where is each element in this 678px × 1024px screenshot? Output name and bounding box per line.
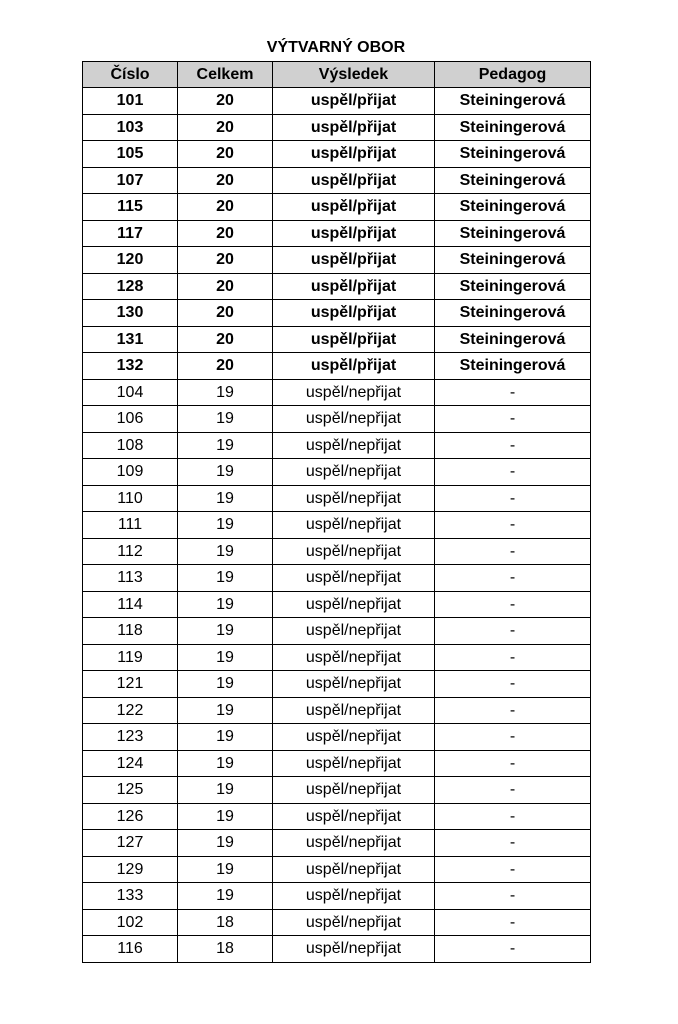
- cell-celkem: 20: [178, 114, 273, 141]
- header-vysledek: Výsledek: [273, 62, 435, 88]
- cell-pedagog: Steiningerová: [435, 167, 591, 194]
- cell-cislo: 115: [83, 194, 178, 221]
- cell-vysledek: uspěl/nepřijat: [273, 883, 435, 910]
- cell-pedagog: -: [435, 591, 591, 618]
- cell-celkem: 19: [178, 671, 273, 698]
- cell-vysledek: uspěl/nepřijat: [273, 750, 435, 777]
- cell-pedagog: Steiningerová: [435, 273, 591, 300]
- cell-cislo: 123: [83, 724, 178, 751]
- cell-vysledek: uspěl/nepřijat: [273, 909, 435, 936]
- cell-vysledek: uspěl/nepřijat: [273, 406, 435, 433]
- cell-celkem: 19: [178, 830, 273, 857]
- cell-vysledek: uspěl/přijat: [273, 194, 435, 221]
- cell-vysledek: uspěl/nepřijat: [273, 538, 435, 565]
- table-row: [83, 512, 591, 539]
- table-row: [83, 936, 591, 963]
- cell-celkem: 19: [178, 406, 273, 433]
- cell-vysledek: uspěl/nepřijat: [273, 803, 435, 830]
- cell-pedagog: -: [435, 432, 591, 459]
- cell-pedagog: -: [435, 724, 591, 751]
- cell-vysledek: uspěl/přijat: [273, 247, 435, 274]
- cell-celkem: 19: [178, 777, 273, 804]
- cell-pedagog: -: [435, 459, 591, 486]
- cell-vysledek: uspěl/přijat: [273, 167, 435, 194]
- cell-vysledek: uspěl/přijat: [273, 88, 435, 115]
- header-pedagog: Pedagog: [435, 62, 591, 88]
- cell-pedagog: -: [435, 830, 591, 857]
- cell-cislo: 129: [83, 856, 178, 883]
- cell-cislo: 121: [83, 671, 178, 698]
- cell-celkem: 19: [178, 750, 273, 777]
- header-celkem: Celkem: [178, 62, 273, 88]
- cell-pedagog: -: [435, 379, 591, 406]
- cell-cislo: 125: [83, 777, 178, 804]
- cell-pedagog: -: [435, 538, 591, 565]
- cell-celkem: 19: [178, 565, 273, 592]
- cell-vysledek: uspěl/nepřijat: [273, 485, 435, 512]
- table-row: [83, 644, 591, 671]
- cell-celkem: 20: [178, 141, 273, 168]
- table-row: [83, 353, 591, 380]
- cell-vysledek: uspěl/přijat: [273, 273, 435, 300]
- cell-pedagog: Steiningerová: [435, 247, 591, 274]
- cell-celkem: 18: [178, 909, 273, 936]
- table-row: [83, 194, 591, 221]
- cell-pedagog: -: [435, 697, 591, 724]
- table-row: [83, 220, 591, 247]
- cell-vysledek: uspěl/přijat: [273, 300, 435, 327]
- table-row: [83, 432, 591, 459]
- cell-vysledek: uspěl/nepřijat: [273, 777, 435, 804]
- cell-celkem: 19: [178, 618, 273, 645]
- cell-pedagog: Steiningerová: [435, 220, 591, 247]
- cell-cislo: 133: [83, 883, 178, 910]
- cell-vysledek: uspěl/přijat: [273, 220, 435, 247]
- cell-pedagog: -: [435, 644, 591, 671]
- table-row: [83, 724, 591, 751]
- table-row: [83, 167, 591, 194]
- cell-pedagog: -: [435, 936, 591, 963]
- cell-pedagog: -: [435, 485, 591, 512]
- table-header-row: [83, 62, 591, 88]
- cell-cislo: 126: [83, 803, 178, 830]
- results-table: [82, 61, 591, 963]
- table-row: [83, 379, 591, 406]
- table-row: [83, 591, 591, 618]
- cell-pedagog: Steiningerová: [435, 194, 591, 221]
- cell-cislo: 114: [83, 591, 178, 618]
- cell-pedagog: -: [435, 618, 591, 645]
- cell-celkem: 20: [178, 247, 273, 274]
- table-row: [83, 750, 591, 777]
- cell-cislo: 108: [83, 432, 178, 459]
- table-row: [83, 697, 591, 724]
- cell-cislo: 117: [83, 220, 178, 247]
- table-row: [83, 671, 591, 698]
- cell-pedagog: -: [435, 750, 591, 777]
- cell-vysledek: uspěl/nepřijat: [273, 936, 435, 963]
- table-row: [83, 273, 591, 300]
- table-body: [83, 88, 591, 963]
- cell-pedagog: -: [435, 856, 591, 883]
- cell-pedagog: -: [435, 883, 591, 910]
- cell-pedagog: -: [435, 777, 591, 804]
- cell-cislo: 132: [83, 353, 178, 380]
- cell-cislo: 119: [83, 644, 178, 671]
- cell-cislo: 111: [83, 512, 178, 539]
- cell-vysledek: uspěl/nepřijat: [273, 856, 435, 883]
- table-row: [83, 618, 591, 645]
- cell-vysledek: uspěl/přijat: [273, 353, 435, 380]
- cell-cislo: 131: [83, 326, 178, 353]
- cell-vysledek: uspěl/nepřijat: [273, 724, 435, 751]
- cell-cislo: 110: [83, 485, 178, 512]
- cell-cislo: 122: [83, 697, 178, 724]
- cell-celkem: 19: [178, 724, 273, 751]
- cell-cislo: 106: [83, 406, 178, 433]
- table-row: [83, 909, 591, 936]
- table-row: [83, 406, 591, 433]
- table-row: [83, 803, 591, 830]
- cell-celkem: 20: [178, 194, 273, 221]
- table-row: [83, 485, 591, 512]
- cell-celkem: 19: [178, 485, 273, 512]
- cell-celkem: 19: [178, 538, 273, 565]
- cell-cislo: 101: [83, 88, 178, 115]
- cell-pedagog: -: [435, 565, 591, 592]
- cell-vysledek: uspěl/přijat: [273, 114, 435, 141]
- cell-celkem: 20: [178, 88, 273, 115]
- cell-cislo: 124: [83, 750, 178, 777]
- cell-vysledek: uspěl/nepřijat: [273, 618, 435, 645]
- cell-cislo: 102: [83, 909, 178, 936]
- cell-cislo: 103: [83, 114, 178, 141]
- cell-vysledek: uspěl/nepřijat: [273, 565, 435, 592]
- cell-cislo: 120: [83, 247, 178, 274]
- table-row: [83, 777, 591, 804]
- cell-pedagog: -: [435, 671, 591, 698]
- cell-celkem: 20: [178, 220, 273, 247]
- table-row: [83, 247, 591, 274]
- cell-celkem: 19: [178, 459, 273, 486]
- cell-vysledek: uspěl/nepřijat: [273, 512, 435, 539]
- cell-vysledek: uspěl/nepřijat: [273, 644, 435, 671]
- cell-pedagog: -: [435, 909, 591, 936]
- table-row: [83, 538, 591, 565]
- cell-celkem: 19: [178, 379, 273, 406]
- cell-celkem: 19: [178, 697, 273, 724]
- cell-vysledek: uspěl/nepřijat: [273, 697, 435, 724]
- cell-celkem: 19: [178, 512, 273, 539]
- cell-pedagog: -: [435, 512, 591, 539]
- cell-vysledek: uspěl/přijat: [273, 141, 435, 168]
- cell-pedagog: -: [435, 406, 591, 433]
- cell-celkem: 19: [178, 856, 273, 883]
- cell-celkem: 20: [178, 167, 273, 194]
- cell-pedagog: Steiningerová: [435, 353, 591, 380]
- cell-cislo: 127: [83, 830, 178, 857]
- cell-cislo: 128: [83, 273, 178, 300]
- cell-celkem: 19: [178, 803, 273, 830]
- cell-vysledek: uspěl/nepřijat: [273, 379, 435, 406]
- cell-celkem: 19: [178, 883, 273, 910]
- cell-cislo: 107: [83, 167, 178, 194]
- cell-cislo: 130: [83, 300, 178, 327]
- cell-cislo: 118: [83, 618, 178, 645]
- cell-vysledek: uspěl/nepřijat: [273, 671, 435, 698]
- table-row: [83, 830, 591, 857]
- table-row: [83, 565, 591, 592]
- cell-pedagog: Steiningerová: [435, 141, 591, 168]
- cell-pedagog: Steiningerová: [435, 114, 591, 141]
- cell-vysledek: uspěl/nepřijat: [273, 459, 435, 486]
- cell-celkem: 20: [178, 273, 273, 300]
- table-row: [83, 300, 591, 327]
- cell-celkem: 19: [178, 432, 273, 459]
- cell-cislo: 109: [83, 459, 178, 486]
- cell-pedagog: Steiningerová: [435, 300, 591, 327]
- cell-vysledek: uspěl/přijat: [273, 326, 435, 353]
- header-cislo: Číslo: [83, 62, 178, 88]
- cell-pedagog: -: [435, 803, 591, 830]
- page-title: VÝTVARNÝ OBOR: [266, 39, 406, 56]
- cell-cislo: 113: [83, 565, 178, 592]
- cell-vysledek: uspěl/nepřijat: [273, 591, 435, 618]
- table-row: [83, 856, 591, 883]
- cell-pedagog: Steiningerová: [435, 326, 591, 353]
- table-row: [83, 141, 591, 168]
- cell-celkem: 20: [178, 300, 273, 327]
- cell-cislo: 116: [83, 936, 178, 963]
- cell-celkem: 19: [178, 644, 273, 671]
- cell-celkem: 18: [178, 936, 273, 963]
- cell-celkem: 20: [178, 326, 273, 353]
- cell-vysledek: uspěl/nepřijat: [273, 830, 435, 857]
- cell-cislo: 104: [83, 379, 178, 406]
- cell-vysledek: uspěl/nepřijat: [273, 432, 435, 459]
- cell-cislo: 105: [83, 141, 178, 168]
- cell-pedagog: Steiningerová: [435, 88, 591, 115]
- cell-celkem: 20: [178, 353, 273, 380]
- cell-celkem: 19: [178, 591, 273, 618]
- table-row: [83, 459, 591, 486]
- table-row: [83, 326, 591, 353]
- cell-cislo: 112: [83, 538, 178, 565]
- table-row: [83, 88, 591, 115]
- table-row: [83, 883, 591, 910]
- table-row: [83, 114, 591, 141]
